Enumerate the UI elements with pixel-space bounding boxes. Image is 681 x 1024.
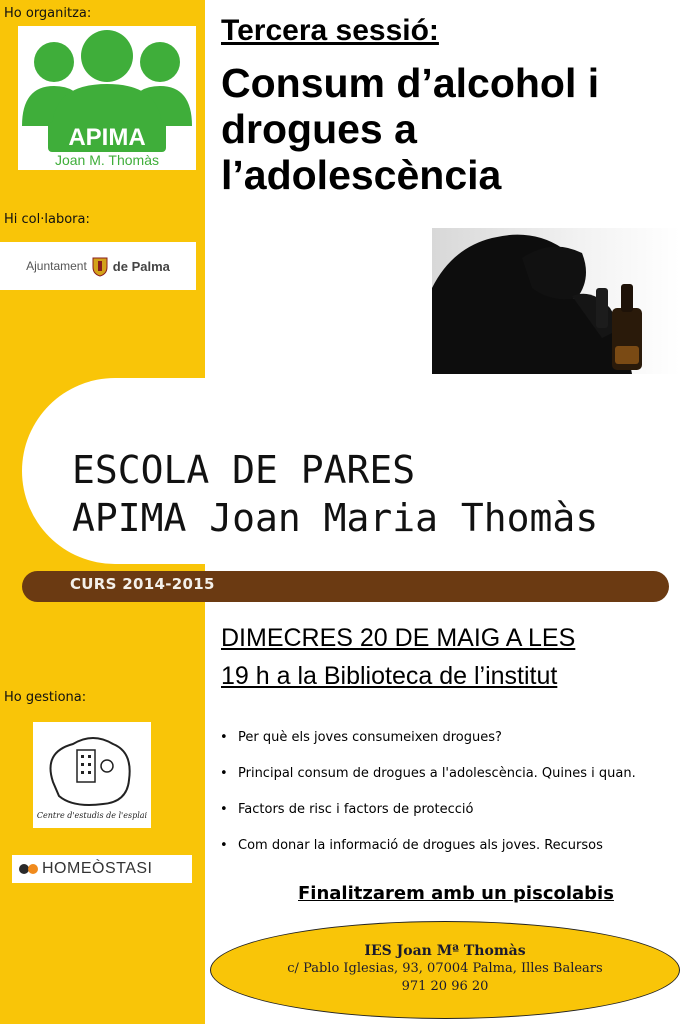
ajuntament-logo [0,242,196,290]
list-item [220,802,680,838]
event-place: 19 h a la Biblioteca de l’institut [221,662,558,690]
school-title [72,446,598,542]
apima-acronym: APIMA [68,124,146,151]
ajuntament-suffix: de Palma [112,258,170,274]
school-title-line2: APIMA Joan Maria Thomàs [72,496,599,540]
coat-of-arms-icon [91,255,109,277]
topic-text: Principal consum de drogues a l'adolescència. Quines i quan. [238,766,636,781]
topics-list [220,730,680,874]
homeostasi-text: HOMEÒSTASI [42,860,153,877]
manager-label: Ho gestiona: [4,690,87,705]
topic-text: Per què els joves consumeixen drogues? [238,730,502,745]
main-title: Consum d’alcohol i drogues a l’adolescència [221,60,600,198]
person-with-bottle-silhouette-icon [432,228,680,374]
topic-text: Factors de risc i factors de protecció [238,802,474,817]
apima-people-icon [18,26,196,170]
venue-name: IES Joan Mª Thomàs [364,943,526,959]
closing-note: Finalitzarem amb un piscolabis [298,883,614,904]
bullet-icon: • [220,730,228,745]
list-item [220,766,680,802]
bullet-icon: • [220,802,228,817]
collab-label: Hi col·labora: [4,212,90,227]
centre-estudis-icon [33,722,151,828]
course-bar [22,571,669,602]
organizer-label: Ho organitza: [4,6,92,21]
list-item [220,730,680,766]
list-item [220,838,680,874]
venue-address: c/ Pablo Iglesias, 93, 07004 Palma, Illes Balears [287,961,603,976]
ajuntament-prefix: Ajuntament [26,259,87,273]
apima-name: Joan M. Thomàs [54,152,160,168]
bullet-icon: • [220,838,228,853]
homeostasi-logo [12,855,192,883]
venue-ellipse [210,921,680,1019]
topic-text: Com donar la informació de drogues als joves. Recursos [238,838,603,853]
sidebar-footer-strip [0,992,205,1024]
venue-phone: 971 20 96 20 [401,979,489,994]
school-title-line1: ESCOLA DE PARES [72,448,416,492]
bullet-icon: • [220,766,228,781]
homeostasi-dots-icon [18,863,40,875]
session-title: Tercera sessió: [221,14,439,47]
centre-estudis-logo [33,722,151,828]
event-date: DIMECRES 20 DE MAIG A LES [221,624,576,652]
course-label: CURS 2014-2015 [70,575,215,593]
centre-estudis-text: Centre d'estudis de l'esplai [36,811,148,820]
photo-silhouette [432,228,680,374]
apima-logo [18,26,196,170]
